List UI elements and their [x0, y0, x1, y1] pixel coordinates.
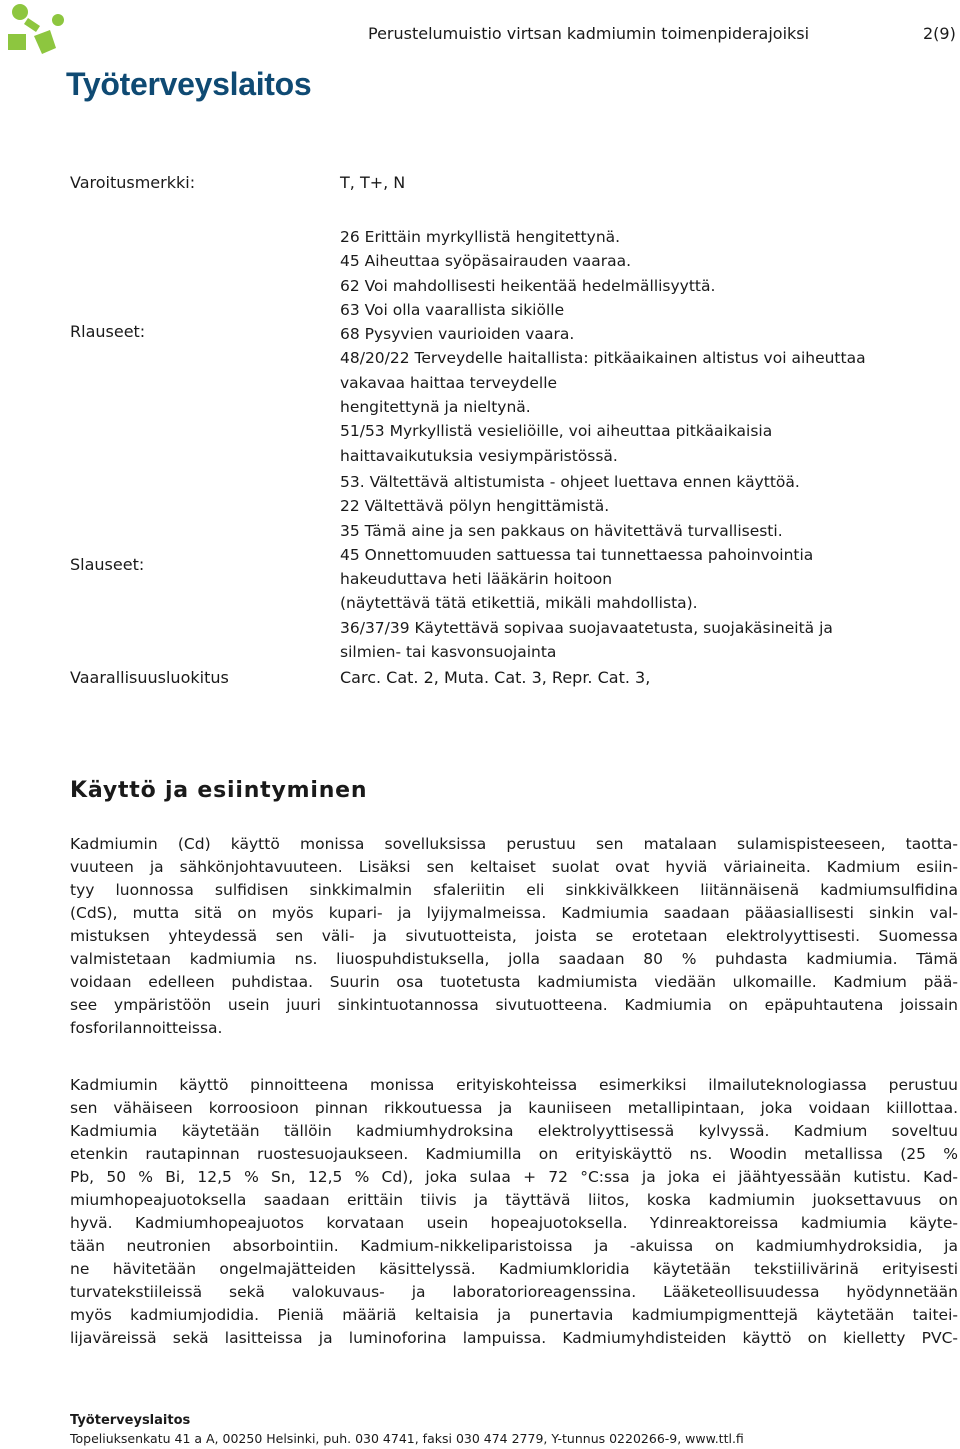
paragraph-line: mistuksen yhteydessä sen väli- ja sivutuotteista, joista se erotetaan elektrolyyttisesti. Suomessa — [70, 927, 958, 945]
s-phrases-label: Slauseet: — [70, 555, 145, 574]
paragraph-line: see ympäristöön usein juuri sinkintuotannossa sivutuotteena. Kadmiumia on epäpuhtautena joissain — [70, 996, 958, 1014]
paragraph-line: tyy luonnossa sulfidisen sinkkimalmin sfaleriitin eli sinkkivälkkeen liitännäisenä kadmiumsulfidina — [70, 881, 958, 899]
footer-address: Topeliuksenkatu 41 a A, 00250 Helsinki, puh. 030 4741, faksi 030 474 2779, Y-tunnus 0220266-9, www.ttl.fi — [70, 1431, 744, 1446]
paragraph-line: hyvä. Kadmiumhopeajuotos korvataan usein hopeajuotoksella. Ydinreaktoreissa kadmiumia käyte- — [70, 1214, 958, 1232]
s-phrase-line: silmien- tai kasvonsuojainta — [340, 643, 557, 662]
r-phrase-line: 51/53 Myrkyllistä vesieliöille, voi aiheuttaa pitkäaikaisia — [340, 422, 773, 441]
warning-value: T, T+, N — [340, 173, 406, 192]
paragraph-line: myös kadmiumjodidia. Pieniä määriä keltaisia ja punertavia kadmiumpigmenttejä käytetään taitei- — [70, 1306, 958, 1324]
paragraph-line: vuuteen ja sähkönjohtavuuteen. Lisäksi sen keltaiset suolat ovat hyviä väriaineita. Kadmium esiin- — [70, 858, 958, 876]
paragraph-line: Pb, 50 % Bi, 12,5 % Sn, 12,5 % Cd), joka sulaa + 72 °C:ssa ja joka ei jäähtyessään kutistu. Kad- — [70, 1168, 958, 1186]
section-heading: Käyttö ja esiintyminen — [70, 778, 368, 803]
paragraph-line: lijaväreissä sekä lasitteissa ja luminoforina lampuissa. Kadmiumyhdisteiden käyttö on kielletty PVC- — [70, 1329, 958, 1347]
r-phrases-label: Rlauseet: — [70, 322, 146, 341]
ttl-logo-mark-icon — [6, 2, 66, 64]
footer-organization: Työterveyslaitos — [70, 1413, 191, 1428]
paragraph-line: tään neutronien absorbointiin. Kadmium-nikkeliparistoissa ja -akuissa on kadmiumhydroksidia, ja — [70, 1237, 958, 1255]
r-phrase-line: hengitettynä ja nieltynä. — [340, 398, 531, 417]
r-phrase-line: 63 Voi olla vaarallista sikiölle — [340, 300, 565, 319]
page-number: 2(9) — [923, 24, 956, 43]
s-phrase-line: hakeuduttava heti lääkärin hoitoon — [340, 570, 613, 589]
s-phrase-line: 35 Tämä aine ja sen pakkaus on hävitettävä turvallisesti. — [340, 521, 783, 540]
r-phrase-line: 62 Voi mahdollisesti heikentää hedelmällisyyttä. — [340, 276, 716, 295]
paragraph-line: Kadmiumin (Cd) käyttö monissa sovelluksissa perustuu sen matalaan sulamispisteeseen, taotta- — [70, 835, 958, 853]
s-phrases-list — [340, 470, 833, 664]
s-phrase-line: 53. Vältettävä altistumista - ohjeet luettava ennen käyttöä. — [340, 473, 800, 491]
s-phrase-line: 22 Vältettävä pölyn hengittämistä. — [340, 497, 610, 516]
s-phrase-line: 36/37/39 Käytettävä sopivaa suojavaatetusta, suojakäsineitä ja — [340, 618, 833, 637]
r-phrases-list — [340, 225, 866, 468]
r-phrase-line: 68 Pysyvien vaurioiden vaara. — [340, 325, 575, 344]
paragraph-line: fosforilannoitteissa. — [70, 1019, 223, 1037]
r-phrase-line: 48/20/22 Terveydelle haitallista: pitkäaikainen altistus voi aiheuttaa — [340, 349, 866, 368]
paragraph-line: turvatekstiileissä sekä valokuvaus- ja laboratorioreagenssina. Lääketeollisuudessa hyödynnetään — [70, 1283, 958, 1301]
paragraph-line: (CdS), mutta sitä on myös kupari- ja lyijymalmeissa. Kadmiumia saadaan pääasiallisesti sinkin val- — [70, 904, 958, 922]
hazard-class-label: Vaarallisuusluokitus — [70, 668, 229, 687]
paragraph-2 — [70, 1074, 958, 1350]
hazard-class-value: Carc. Cat. 2, Muta. Cat. 3, Repr. Cat. 3, — [340, 668, 651, 687]
r-phrase-line: vakavaa haittaa terveydelle — [340, 373, 558, 392]
paragraph-line: sen vähäiseen korroosioon pinnan rikkoutuessa ja kauniiseen metallipintaan, joka voidaan kiillottaa. — [70, 1099, 958, 1117]
paragraph-1 — [70, 833, 958, 1040]
s-phrase-line: 45 Onnettomuuden sattuessa tai tunnettaessa pahoinvointia — [340, 545, 814, 564]
r-phrase-line: 26 Erittäin myrkyllistä hengitettynä. — [340, 228, 621, 246]
r-phrase-line: haittavaikutuksia vesiympäristössä. — [340, 446, 618, 465]
paragraph-line: etenkin rautapinnan ruostesuojaukseen. Kadmiumilla on erityiskäyttö ns. Woodin metallissa (25 % — [70, 1145, 958, 1163]
paragraph-line: miumhopeajuotoksella saadaan erittäin tiivis ja täyttävä liitos, koska kadmiumin juoksettavuus on — [70, 1191, 958, 1209]
paragraph-line: valmistetaan kadmiumia ns. liuospuhdistuksella, jolla saadaan 80 % puhdasta kadmiumia. Tämä — [70, 950, 958, 968]
r-phrase-line: 45 Aiheuttaa syöpäsairauden vaaraa. — [340, 252, 632, 271]
ttl-logo-text: Työterveyslaitos — [66, 66, 312, 102]
warning-label: Varoitusmerkki: — [70, 173, 196, 192]
paragraph-line: Kadmiumia käytetään tällöin kadmiumhydroksina elektrolyyttisessä kylvyssä. Kadmium soveltuu — [70, 1122, 958, 1140]
document-title: Perustelumuistio virtsan kadmiumin toimenpiderajoiksi — [368, 24, 810, 43]
paragraph-line: Kadmiumin käyttö pinnoitteena monissa erityiskohteissa esimerkiksi ilmailuteknologiassa perustuu — [70, 1076, 958, 1094]
s-phrase-line: (näytettävä tätä etikettiä, mikäli mahdollista). — [340, 594, 698, 613]
paragraph-line: ne hävitetään ongelmajätteiden käsittelyssä. Kadmiumkloridia käytetään tekstiilivärinä erityisesti — [70, 1260, 958, 1278]
paragraph-line: voidaan edelleen puhdistaa. Suurin osa tuotetusta kadmiumista viedään ulkomaille. Kadmium pää- — [70, 973, 958, 991]
